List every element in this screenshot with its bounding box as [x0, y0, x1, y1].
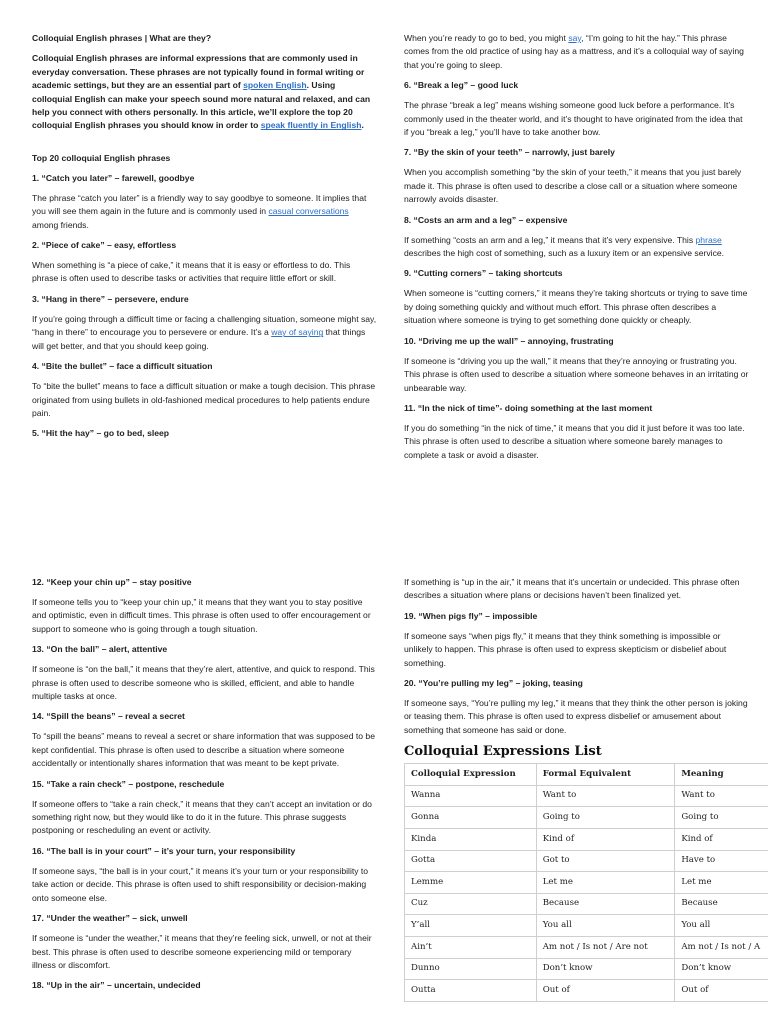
phrase-8-heading: 8. “Costs an arm and a leg” – expensive [404, 214, 568, 225]
list-heading: Top 20 colloquial English phrases [32, 152, 171, 163]
intro-text-2: . Using colloquial English can make your speech sound more natural and relaxed, and can help you connect with others personally. In this article, we’ll explore the top 20 colloquial English phrases you should know in order to [32, 80, 371, 131]
cell-colloquial: Cuz [405, 893, 537, 915]
phrase-8-body [404, 234, 749, 261]
phrase-14-body: To “spill the beans” means to reveal a secret or share information that was supposed to be kept confidential. This phrase is often used to describe a situation where someone accidentally or intentionally shares information that was meant to be kept private. [32, 731, 375, 769]
phrase-16-body: If someone says, “the ball is in your court,” it means it’s your turn or your responsibility to take action or decide. This phrase is often used to shift responsibility or decision-making onto someone else. [32, 865, 369, 903]
phrase-10-body: If someone is “driving you up the wall,” it means that they’re annoying or frustrating you. This phrase is often used to describe a situation where someone behaves in an irritating or unbearable way. [404, 355, 749, 393]
phrase-12-body: If someone tells you to “keep your chin up,” it means that they want you to stay positive and optimistic, even in difficult times. This phrase is often used to offer encouragement or support to someone who is going through a tough situation. [32, 597, 371, 634]
cell-colloquial: Outta [405, 980, 537, 1002]
phrase-5-heading: 5. “Hit the hay” – go to bed, sleep [32, 428, 170, 439]
phrase-20-body: If someone says, “You’re pulling my leg,” it means that they think the other person is joking or teasing them. This phrase is often used to express disbelief or amusement about something that someone has said or done. [404, 698, 748, 735]
cell-meaning: Let me [675, 872, 768, 894]
top-left-column [32, 32, 377, 447]
phrase-6-body: The phrase “break a leg” means wishing someone good luck before a performance. It’s commonly used in the theater world, and it’s thought to have originated from the idea that if you “break a leg,” you’ll have to take another bow. [404, 100, 743, 138]
phrase-10-heading: 10. “Driving me up the wall” – annoying, frustrating [404, 335, 614, 346]
phrase-5-text-1: When you’re ready to go to bed, you might [404, 33, 569, 43]
table-row [405, 850, 768, 872]
phrase-1-text-2: among friends. [32, 219, 89, 230]
phrase-16-heading: 16. “The ball is in your court” – it’s your turn, your responsibility [32, 845, 296, 856]
cell-formal: Out of [536, 980, 675, 1002]
table-row [405, 893, 768, 915]
phrase-11-heading: 11. “In the nick of time”- doing something at the last moment [404, 402, 653, 413]
article-title: Colloquial English phrases | What are they? [32, 33, 212, 43]
cell-meaning: You all [675, 915, 768, 937]
expressions-table-title: Colloquial Expressions List [404, 744, 602, 760]
cell-meaning: Kind of [675, 829, 768, 851]
expressions-table-wrapper [404, 763, 768, 1002]
phrase-7-heading: 7. “By the skin of your teeth” – narrowly, just barely [404, 147, 615, 158]
table-row [405, 937, 768, 959]
cell-formal: Let me [536, 872, 675, 894]
say-link[interactable]: say [568, 33, 582, 43]
phrase-1-text-1: The phrase “catch you later” is a friendly way to say goodbye to someone. It implies that you will see them again in the future and is commonly used in [32, 192, 367, 217]
expressions-table [404, 763, 768, 1002]
cell-formal: Going to [536, 807, 675, 829]
phrase-17-body: If someone is “under the weather,” it means that they’re feeling sick, unwell, or not at their best. This phrase is often used to describe someone experiencing mild or temporary illness or discomfort. [32, 933, 372, 970]
phrase-3-heading: 3. “Hang in there” – persevere, endure [32, 293, 189, 304]
phrase-13-body: If someone is “on the ball,” it means that they’re alert, attentive, and quick to respond. This phrase is often used to describe someone who is skilled, efficient, and able to handle multiple tasks at once. [32, 664, 375, 702]
cell-meaning: Want to [675, 785, 768, 807]
phrase-2-heading: 2. “Piece of cake” – easy, effortless [32, 240, 177, 251]
casual-conversations-link[interactable]: casual conversations [268, 206, 349, 217]
cell-colloquial: Y’all [405, 915, 537, 937]
table-row [405, 915, 768, 937]
phrase-5-body [404, 32, 749, 72]
cell-colloquial: Ain’t [405, 937, 537, 959]
way-of-saying-link[interactable]: way of saying [271, 327, 324, 338]
cell-formal: Want to [536, 785, 675, 807]
header-formal: Formal Equivalent [536, 764, 675, 786]
table-row [405, 958, 768, 980]
intro-text-1: Colloquial English phrases are informal expressions that are commonly used in everyday conversation. These phrases are not typically found in formal writing or academic settings, but they are an essential part of [32, 53, 365, 91]
cell-meaning: Am not / Is not / A [675, 937, 768, 959]
phrase-1-body [32, 192, 377, 232]
phrase-7-body: When you accomplish something “by the skin of your teeth,” it means that you just barely made it. This phrase is often used to describe a close call or a situation where someone narrowly avoids disaster. [404, 167, 742, 205]
cell-meaning: Don’t know [675, 958, 768, 980]
phrase-9-heading: 9. “Cutting corners” – taking shortcuts [404, 268, 563, 279]
phrase-12-heading: 12. “Keep your chin up” – stay positive [32, 577, 192, 587]
phrase-5-text-2: , “I’m going to hit the hay.” This phrase comes from the old practice of using hay as a mattress, and it’s a colloquial way of saying that you’re going to sleep. [404, 33, 744, 70]
header-colloquial: Colloquial Expression [405, 764, 537, 786]
speak-fluently-link[interactable]: speak fluently in English [260, 120, 362, 131]
cell-formal: Because [536, 893, 675, 915]
phrase-13-heading: 13. “On the ball” – alert, attentive [32, 644, 168, 655]
phrase-19-heading: 19. “When pigs fly” – impossible [404, 610, 538, 621]
phrase-4-heading: 4. “Bite the bullet” – face a difficult situation [32, 361, 213, 372]
table-body [405, 785, 768, 1001]
phrase-3-body [32, 313, 377, 353]
cell-meaning: Have to [675, 850, 768, 872]
cell-formal: Don’t know [536, 958, 675, 980]
phrase-3-text-1: If you’re going through a difficult time or facing a challenging situation, someone might say, “hang in there” to encourage you to persevere or endure. It’s a [32, 313, 377, 338]
phrase-link[interactable]: phrase [695, 234, 722, 245]
cell-formal: Got to [536, 850, 675, 872]
cell-colloquial: Wanna [405, 785, 537, 807]
spoken-english-link[interactable]: spoken English [243, 80, 307, 91]
top-right-column [404, 32, 749, 469]
phrase-4-body: To “bite the bullet” means to face a difficult situation or make a tough decision. This phrase originated from using bullets in old-fashioned medical procedures to help patients endure pain. [32, 381, 376, 418]
phrase-3-text-2: that things will get better, and that you should keep going. [32, 327, 366, 351]
cell-colloquial: Gonna [405, 807, 537, 829]
cell-colloquial: Gotta [405, 850, 537, 872]
phrase-18-heading: 18. “Up in the air” – uncertain, undecided [32, 980, 201, 991]
table-row [405, 807, 768, 829]
cell-meaning: Going to [675, 807, 768, 829]
cell-formal: You all [536, 915, 675, 937]
cell-colloquial: Lemme [405, 872, 537, 894]
table-row [405, 785, 768, 807]
phrase-14-heading: 14. “Spill the beans” – reveal a secret [32, 711, 185, 722]
cell-formal: Kind of [536, 829, 675, 851]
phrase-9-body: When someone is “cutting corners,” it means they’re taking shortcuts or trying to save time by doing something quickly and without much effort. This phrase often describes a situation where someone is trying to get something done quickly or cheaply. [404, 288, 748, 326]
cell-colloquial: Kinda [405, 829, 537, 851]
cell-meaning: Out of [675, 980, 768, 1002]
table-row [405, 872, 768, 894]
phrase-15-body: If someone offers to “take a rain check,” it means that they can’t accept an invitation or do something right now, but they would like to do it in the future. This phrase suggests postponing or rescheduling an event or activity. [32, 798, 372, 836]
phrase-18-body: If something is “up in the air,” it means that it’s uncertain or undecided. This phrase often describes a situation where plans or decisions haven’t been finalized yet. [404, 577, 740, 601]
phrase-1-heading: 1. “Catch you later” – farewell, goodbye [32, 172, 195, 183]
table-row [405, 829, 768, 851]
cell-colloquial: Dunno [405, 958, 537, 980]
phrase-17-heading: 17. “Under the weather” – sick, unwell [32, 913, 188, 924]
bottom-left-column [32, 576, 377, 999]
phrase-20-heading: 20. “You’re pulling my leg” – joking, teasing [404, 678, 583, 689]
phrase-19-body: If someone says “when pigs fly,” it means that they think something is impossible or unlikely to happen. This phrase is often used to express skepticism or disbelief about something. [404, 630, 727, 668]
cell-meaning: Because [675, 893, 768, 915]
intro-paragraph [32, 52, 377, 132]
phrase-2-body: When something is “a piece of cake,” it means that it is easy or effortless to do. This phrase is often used to describe tasks or activities that require little effort or skill. [32, 260, 351, 284]
table-header-row [405, 764, 768, 786]
table-row [405, 980, 768, 1002]
cell-formal: Am not / Is not / Are not [536, 937, 675, 959]
bottom-right-column [404, 576, 768, 1002]
phrase-6-heading: 6. “Break a leg” – good luck [404, 80, 519, 91]
phrase-8-text-2: describes the high cost of something, such as a luxury item or an expensive service. [404, 248, 725, 259]
header-meaning: Meaning [675, 764, 768, 786]
phrase-15-heading: 15. “Take a rain check” – postpone, reschedule [32, 778, 225, 789]
intro-text-3: . [361, 120, 364, 131]
phrase-8-text-1: If something “costs an arm and a leg,” it means that it’s very expensive. This [404, 234, 696, 245]
phrase-11-body: If you do something “in the nick of time,” it means that you did it just before it was too late. This phrase is often used to describe a situation where someone barely manages to complete a task or avoid a disaster. [404, 422, 745, 460]
